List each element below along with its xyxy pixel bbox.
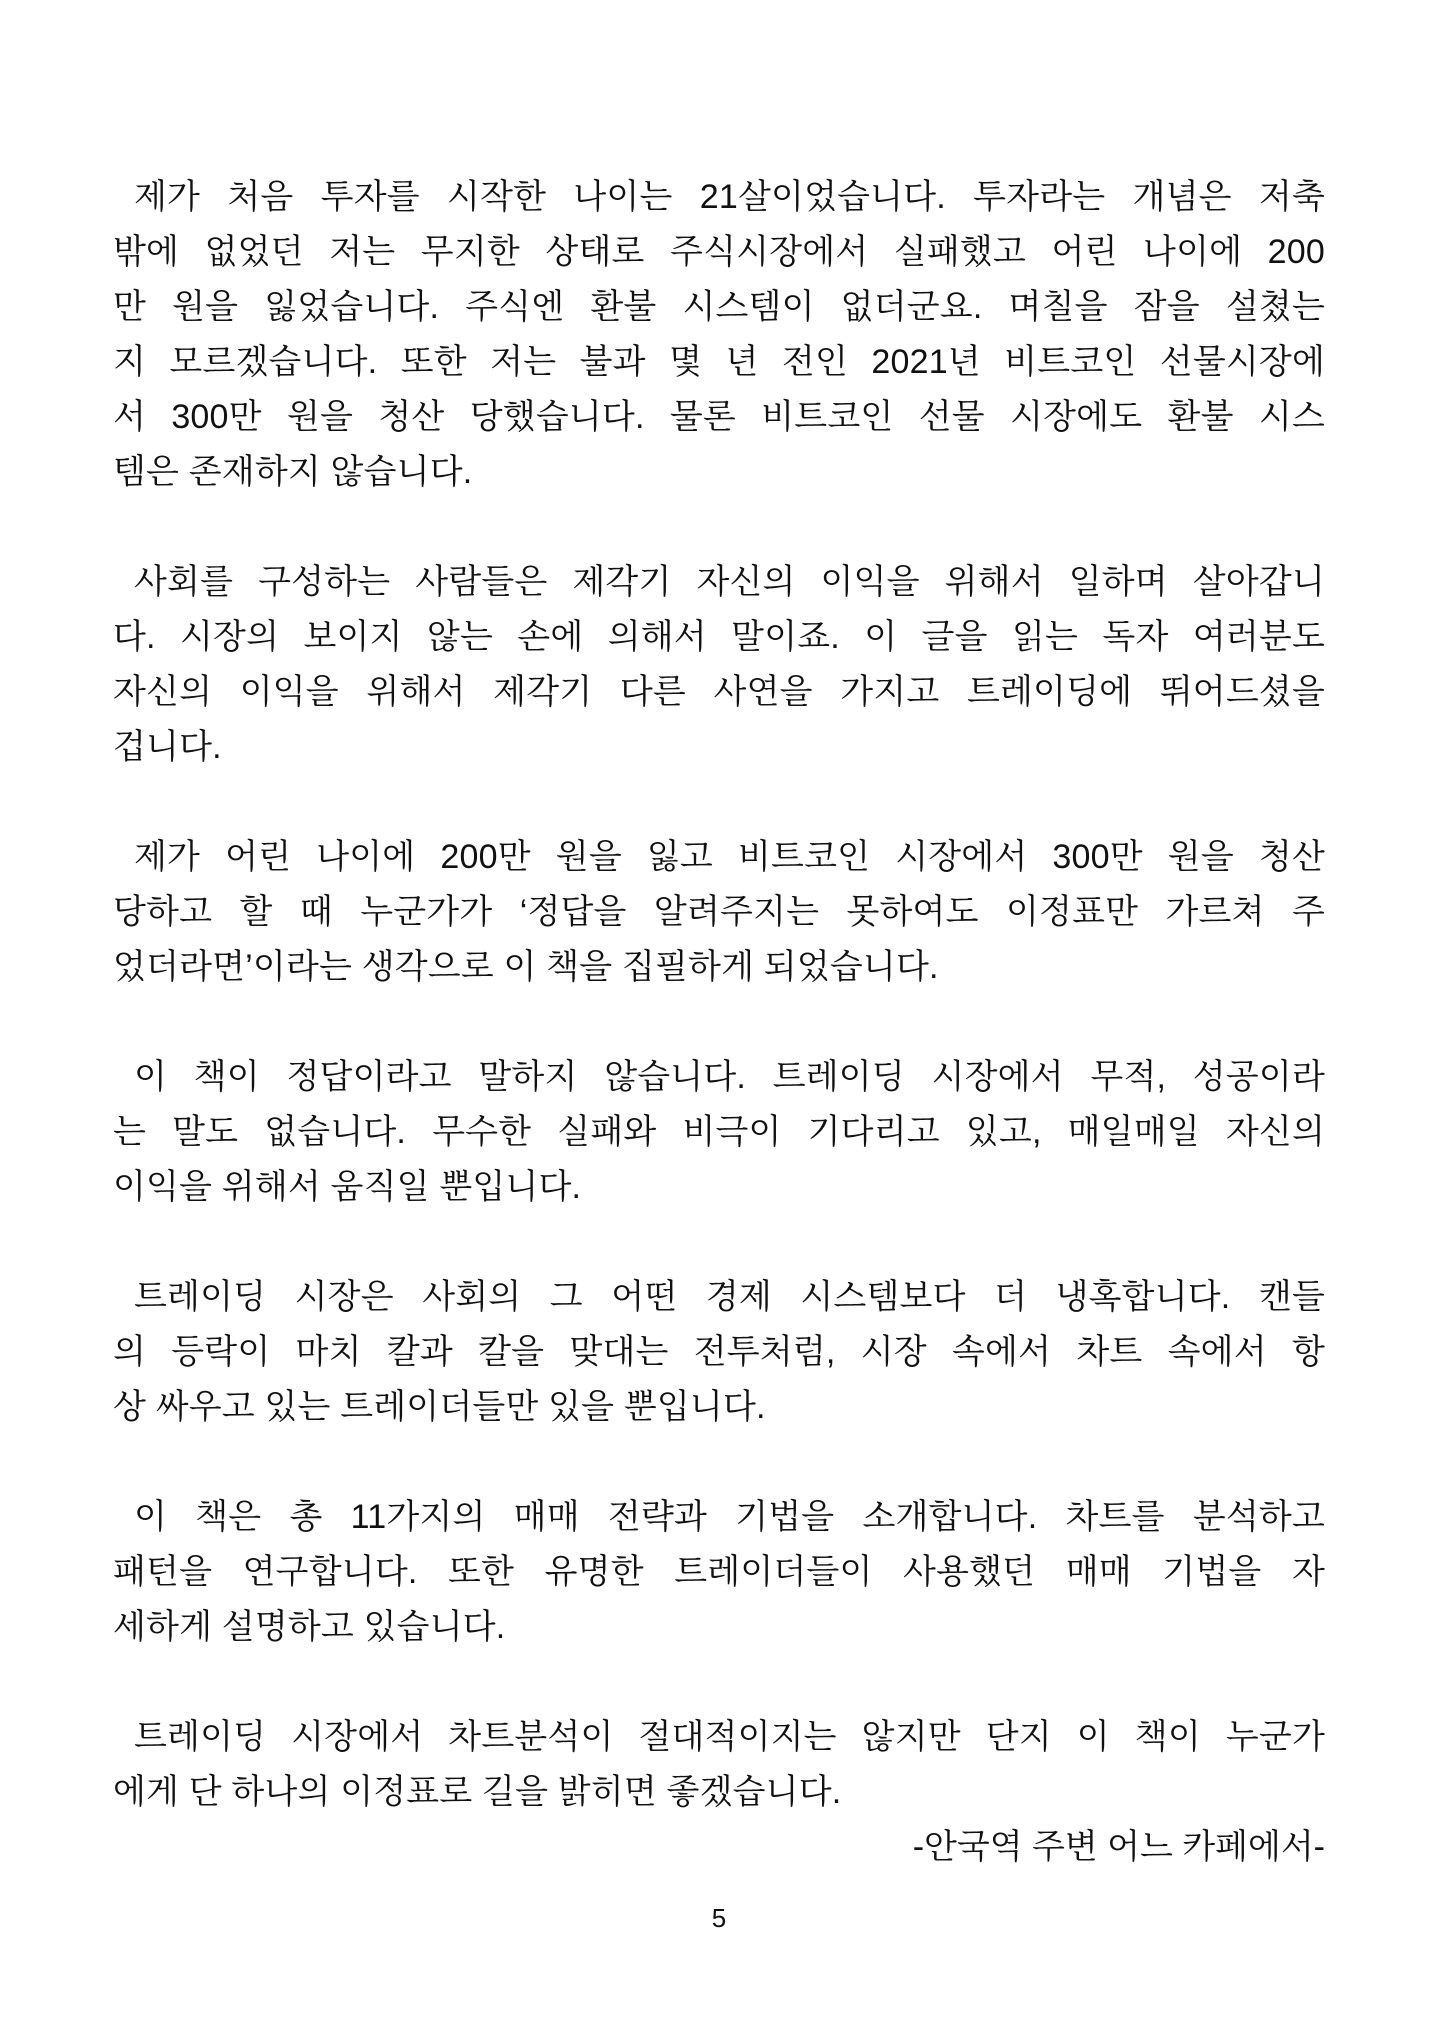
text-line: 이익을 위해서 움직일 뿐입니다. bbox=[113, 1168, 582, 1206]
text-line: 템은 존재하지 않습니다. bbox=[113, 453, 473, 491]
text-line: 지 모르겠습니다. 또한 저는 불과 몇 년 전인 2021년 비트코인 선물시장에 bbox=[113, 343, 1325, 381]
text-line: 만 원을 잃었습니다. 주식엔 환불 시스템이 없더군요. 며칠을 잠을 설쳤는 bbox=[113, 288, 1325, 326]
paragraph bbox=[113, 1050, 1325, 1215]
text-line: 제가 처음 투자를 시작한 나이는 21살이었습니다. 투자라는 개념은 저축 bbox=[134, 178, 1325, 216]
paragraph bbox=[113, 1490, 1325, 1655]
text-line: 트레이딩 시장은 사회의 그 어떤 경제 시스템보다 더 냉혹합니다. 캔들 bbox=[134, 1278, 1325, 1316]
paragraphs bbox=[113, 170, 1325, 1820]
text-line: 자신의 이익을 위해서 제각기 다른 사연을 가지고 트레이딩에 뛰어드셨을 bbox=[113, 673, 1325, 711]
paragraph bbox=[113, 555, 1325, 775]
text-line: 다. 시장의 보이지 않는 손에 의해서 말이죠. 이 글을 읽는 독자 여러분도 bbox=[113, 618, 1325, 656]
text-line: 는 말도 없습니다. 무수한 실패와 비극이 기다리고 있고, 매일매일 자신의 bbox=[113, 1113, 1325, 1151]
text-line: 었더라면’이라는 생각으로 이 책을 집필하게 되었습니다. bbox=[113, 948, 939, 986]
text-line: 겁니다. bbox=[113, 728, 222, 766]
text-line: 상 싸우고 있는 트레이더들만 있을 뿐입니다. bbox=[113, 1388, 766, 1426]
text-line: 당하고 할 때 누군가가 ‘정답을 알려주지는 못하여도 이정표만 가르쳐 주 bbox=[113, 893, 1325, 931]
paragraph bbox=[113, 170, 1325, 500]
text-line: 이 책은 총 11가지의 매매 전략과 기법을 소개합니다. 차트를 분석하고 bbox=[134, 1498, 1325, 1536]
paragraph bbox=[113, 830, 1325, 995]
text-line: 의 등락이 마치 칼과 칼을 맞대는 전투처럼, 시장 속에서 차트 속에서 항 bbox=[113, 1333, 1325, 1371]
text-line: 사회를 구성하는 사람들은 제각기 자신의 이익을 위해서 일하며 살아갑니 bbox=[134, 563, 1325, 601]
text-line: 제가 어린 나이에 200만 원을 잃고 비트코인 시장에서 300만 원을 청산 bbox=[134, 838, 1325, 876]
text-line: 밖에 없었던 저는 무지한 상태로 주식시장에서 실패했고 어린 나이에 200 bbox=[113, 233, 1325, 271]
text-line: 세하게 설명하고 있습니다. bbox=[113, 1608, 506, 1646]
text-line: 에게 단 하나의 이정표로 길을 밝히면 좋겠습니다. bbox=[113, 1773, 842, 1811]
text-line: 서 300만 원을 청산 당했습니다. 물론 비트코인 선물 시장에도 환불 시스 bbox=[113, 398, 1325, 436]
page-number: 5 bbox=[711, 1903, 727, 1933]
paragraph bbox=[113, 1270, 1325, 1435]
text-line: 패턴을 연구합니다. 또한 유명한 트레이더들이 사용했던 매매 기법을 자 bbox=[113, 1553, 1325, 1591]
paragraph bbox=[113, 1710, 1325, 1820]
signature-line: -안국역 주변 어느 카페에서- bbox=[912, 1828, 1325, 1866]
text-line: 이 책이 정답이라고 말하지 않습니다. 트레이딩 시장에서 무적, 성공이라 bbox=[134, 1058, 1325, 1096]
text-line: 트레이딩 시장에서 차트분석이 절대적이지는 않지만 단지 이 책이 누군가 bbox=[134, 1718, 1325, 1756]
